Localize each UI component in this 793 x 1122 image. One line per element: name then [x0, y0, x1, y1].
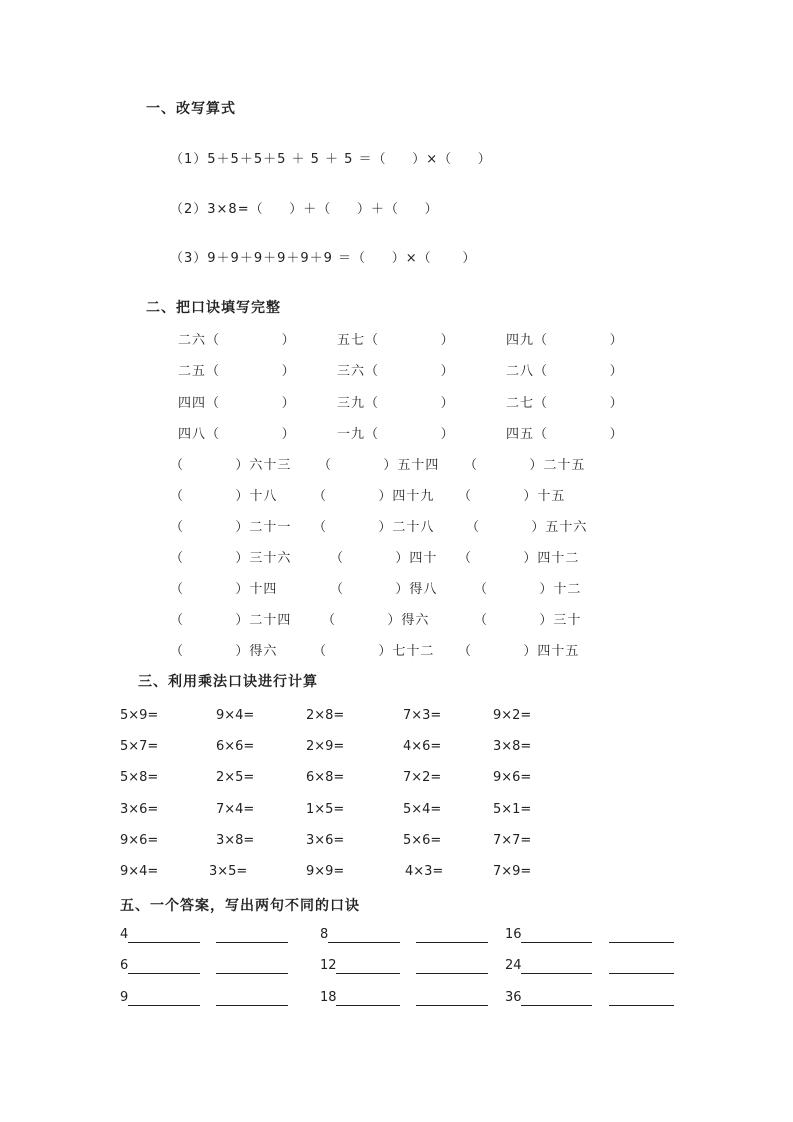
answer-blank[interactable]: [416, 942, 488, 943]
calc-problem[interactable]: 5×7=: [120, 739, 159, 754]
answer-blank[interactable]: [128, 942, 200, 943]
rhyme-item[interactable]: （ ）四十二: [458, 551, 580, 566]
rhyme-item[interactable]: （ ）得六: [170, 644, 278, 659]
answer-blank[interactable]: [336, 1005, 400, 1006]
answer-number: 16: [505, 927, 522, 942]
answer-blank[interactable]: [336, 973, 400, 974]
calc-problem[interactable]: 2×8=: [306, 708, 345, 723]
rhyme-item[interactable]: （ ）二十五: [464, 458, 586, 473]
rhyme-item[interactable]: （ ）二十一: [170, 520, 292, 535]
rhyme-item[interactable]: 四四（ ）: [178, 396, 296, 411]
answer-number: 8: [320, 927, 329, 942]
answer-number: 9: [120, 990, 129, 1005]
calc-problem[interactable]: 7×7=: [493, 833, 532, 848]
calc-problem[interactable]: 9×6=: [120, 833, 159, 848]
answer-blank[interactable]: [216, 1005, 288, 1006]
rhyme-item[interactable]: 四九（ ）: [506, 333, 624, 348]
calc-problem[interactable]: 2×5=: [216, 770, 255, 785]
answer-blank[interactable]: [609, 973, 674, 974]
rewrite-item-1[interactable]: （1）5＋5＋5＋5 ＋ 5 ＋ 5 ＝（ ）×（ ）: [170, 152, 492, 167]
rhyme-item[interactable]: （ ）四十五: [458, 644, 580, 659]
rhyme-item[interactable]: 一九（ ）: [337, 427, 455, 442]
calc-problem[interactable]: 5×8=: [120, 770, 159, 785]
rhyme-item[interactable]: （ ）五十六: [466, 520, 588, 535]
rhyme-item[interactable]: （ ）得八: [330, 582, 438, 597]
rhyme-item[interactable]: （ ）四十九: [313, 489, 435, 504]
answer-blank[interactable]: [128, 1005, 200, 1006]
section-1-title: 一、改写算式: [146, 101, 236, 117]
calc-problem[interactable]: 3×5=: [209, 864, 248, 879]
answer-number: 24: [505, 958, 522, 973]
calc-problem[interactable]: 2×9=: [306, 739, 345, 754]
rhyme-item[interactable]: （ ）三十六: [170, 551, 292, 566]
rhyme-item[interactable]: （ ）十八: [170, 489, 278, 504]
rhyme-item[interactable]: 四五（ ）: [506, 427, 624, 442]
calc-problem[interactable]: 6×8=: [306, 770, 345, 785]
section-3-title: 三、利用乘法口诀进行计算: [138, 674, 318, 690]
calc-problem[interactable]: 7×4=: [216, 802, 255, 817]
calc-problem[interactable]: 3×6=: [306, 833, 345, 848]
rhyme-item[interactable]: 五七（ ）: [337, 333, 455, 348]
answer-blank[interactable]: [216, 973, 288, 974]
rhyme-item[interactable]: 二七（ ）: [506, 396, 624, 411]
rhyme-item[interactable]: 四八（ ）: [178, 427, 296, 442]
calc-problem[interactable]: 5×4=: [403, 802, 442, 817]
calc-problem[interactable]: 6×6=: [216, 739, 255, 754]
calc-problem[interactable]: 9×4=: [216, 708, 255, 723]
calc-problem[interactable]: 1×5=: [306, 802, 345, 817]
calc-problem[interactable]: 5×9=: [120, 708, 159, 723]
rhyme-item[interactable]: 二五（ ）: [178, 364, 296, 379]
calc-problem[interactable]: 3×6=: [120, 802, 159, 817]
answer-blank[interactable]: [416, 973, 488, 974]
rhyme-item[interactable]: 三六（ ）: [337, 364, 455, 379]
rhyme-item[interactable]: （ ）七十二: [313, 644, 435, 659]
calc-problem[interactable]: 9×9=: [306, 864, 345, 879]
rewrite-item-2[interactable]: （2）3×8=（ ）＋（ ）＋（ ）: [170, 202, 439, 217]
calc-problem[interactable]: 7×3=: [403, 708, 442, 723]
answer-number: 36: [505, 990, 522, 1005]
answer-blank[interactable]: [328, 942, 400, 943]
answer-number: 12: [320, 958, 337, 973]
rhyme-item[interactable]: 二六（ ）: [178, 333, 296, 348]
answer-blank[interactable]: [609, 1005, 674, 1006]
answer-blank[interactable]: [416, 1005, 488, 1006]
calc-problem[interactable]: 5×6=: [403, 833, 442, 848]
calc-problem[interactable]: 9×2=: [493, 708, 532, 723]
rhyme-item[interactable]: 二八（ ）: [506, 364, 624, 379]
answer-blank[interactable]: [521, 942, 592, 943]
answer-number: 18: [320, 990, 337, 1005]
answer-blank[interactable]: [521, 1005, 592, 1006]
rhyme-item[interactable]: （ ）三十: [474, 613, 582, 628]
answer-blank[interactable]: [609, 942, 674, 943]
answer-blank[interactable]: [128, 973, 200, 974]
rhyme-item[interactable]: （ ）五十四: [318, 458, 440, 473]
rhyme-item[interactable]: （ ）四十: [330, 551, 438, 566]
answer-blank[interactable]: [216, 942, 288, 943]
rewrite-item-3[interactable]: （3）9＋9＋9＋9＋9＋9 ＝（ ）×（ ）: [170, 251, 477, 266]
calc-problem[interactable]: 5×1=: [493, 802, 532, 817]
calc-problem[interactable]: 4×3=: [405, 864, 444, 879]
rhyme-item[interactable]: （ ）六十三: [170, 458, 292, 473]
calc-problem[interactable]: 7×2=: [403, 770, 442, 785]
answer-number: 6: [120, 958, 129, 973]
rhyme-item[interactable]: （ ）二十四: [170, 613, 292, 628]
rhyme-item[interactable]: （ ）十二: [474, 582, 582, 597]
rhyme-item[interactable]: （ ）十四: [170, 582, 278, 597]
section-2-title: 二、把口诀填写完整: [146, 300, 281, 316]
rhyme-item[interactable]: （ ）十五: [458, 489, 566, 504]
rhyme-item[interactable]: （ ）得六: [322, 613, 430, 628]
calc-problem[interactable]: 3×8=: [216, 833, 255, 848]
calc-problem[interactable]: 3×8=: [493, 739, 532, 754]
answer-number: 4: [120, 927, 129, 942]
calc-problem[interactable]: 9×4=: [120, 864, 159, 879]
calc-problem[interactable]: 7×9=: [493, 864, 532, 879]
section-5-title: 五、一个答案，写出两句不同的口诀: [120, 898, 360, 914]
calc-problem[interactable]: 4×6=: [403, 739, 442, 754]
rhyme-item[interactable]: 三九（ ）: [337, 396, 455, 411]
answer-blank[interactable]: [521, 973, 592, 974]
calc-problem[interactable]: 9×6=: [493, 770, 532, 785]
rhyme-item[interactable]: （ ）二十八: [313, 520, 435, 535]
